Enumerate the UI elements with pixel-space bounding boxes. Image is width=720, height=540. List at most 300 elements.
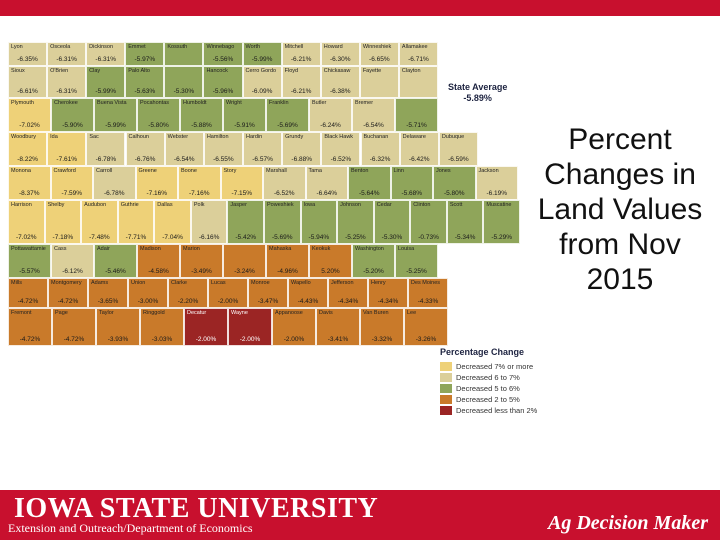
county-value: -4.72% [19, 336, 41, 343]
county-cell [399, 66, 438, 98]
county-name: Franklin [269, 100, 289, 106]
county-cell [309, 244, 352, 278]
county-name: Mahaska [269, 246, 292, 252]
county-value: -5.69% [271, 234, 293, 241]
department-text: Extension and Outreach/Department of Economics [8, 521, 253, 535]
county-name: Clarke [171, 280, 187, 286]
county-cell [96, 308, 140, 346]
county-name: Monona [11, 168, 31, 174]
legend-swatch [440, 384, 452, 393]
county-value: -6.55% [213, 156, 234, 163]
county-name: Linn [393, 168, 404, 174]
county-cell [282, 42, 321, 66]
county-name: Washington [355, 246, 384, 252]
county-value: -6.57% [252, 156, 273, 163]
county-value: -4.34% [337, 298, 359, 305]
county-value: -6.38% [329, 88, 351, 95]
county-value: -6.54% [173, 156, 195, 163]
county-value: -3.24% [234, 268, 255, 275]
county-value: -5.64% [358, 190, 380, 197]
county-value: -8.37% [18, 190, 40, 197]
county-cell [8, 166, 51, 200]
county-cell [221, 166, 264, 200]
county-name: Jones [436, 168, 451, 174]
county-value: -6.16% [198, 234, 220, 241]
legend-label: Decreased 2 to 5% [456, 394, 520, 404]
county-cell [86, 66, 125, 98]
brand-text: Ag Decision Maker [548, 512, 708, 534]
county-cell [47, 42, 86, 66]
county-name: Hamilton [206, 134, 229, 140]
county-name: O'Brien [50, 68, 69, 74]
county-name: Scott [449, 202, 463, 208]
county-name: Cherokee [54, 100, 78, 106]
county-value: -4.72% [57, 298, 79, 305]
county-name: Marion [183, 246, 200, 252]
county-name: Delaware [402, 134, 426, 140]
county-cell [288, 278, 328, 308]
county-name: Pottawattamie [11, 246, 46, 252]
county-cell [410, 200, 447, 244]
county-name: Kossuth [167, 44, 188, 50]
legend-swatch [440, 362, 452, 371]
county-value: -4.96% [277, 268, 298, 275]
county-name: Allamakee [401, 44, 428, 50]
county-name: Crawford [53, 168, 76, 174]
county-cell [128, 278, 168, 308]
county-value: -3.47% [257, 298, 279, 305]
county-name: Jasper [230, 202, 247, 208]
county-name: Floyd [284, 68, 299, 74]
county-cell [126, 132, 165, 166]
county-name: Chickasaw [323, 68, 351, 74]
county-name: Louisa [398, 246, 415, 252]
county-name: Wapello [291, 280, 311, 286]
county-cell [8, 308, 52, 346]
county-name: Wayne [231, 310, 248, 316]
county-value: -5.80% [148, 122, 169, 129]
county-cell [168, 278, 208, 308]
county-value: -5.99% [251, 56, 273, 63]
county-value: -3.65% [97, 298, 119, 305]
county-name: Palo Alto [128, 68, 150, 74]
county-name: Hardin [246, 134, 263, 140]
county-value: -5.99% [95, 88, 117, 95]
county-cell [374, 200, 411, 244]
county-cell [301, 200, 338, 244]
county-value: -5.97% [134, 56, 156, 63]
county-name: Story [223, 168, 237, 174]
county-value: -5.96% [212, 88, 234, 95]
legend-label: Decreased 6 to 7% [456, 372, 520, 382]
county-value: -4.34% [377, 298, 399, 305]
county-cell [8, 66, 47, 98]
county-value: -6.78% [95, 156, 117, 163]
county-cell [223, 98, 266, 132]
county-name: Madison [140, 246, 161, 252]
county-cell [204, 132, 243, 166]
county-name: Van Buren [363, 310, 389, 316]
county-name: Pocahontas [140, 100, 170, 106]
county-name: Greene [138, 168, 157, 174]
county-cell [348, 166, 391, 200]
county-cell [282, 132, 321, 166]
county-value: -5.30% [173, 88, 195, 95]
county-cell [164, 66, 203, 98]
county-name: Sioux [11, 68, 25, 74]
county-value: -3.93% [107, 336, 129, 343]
county-cell [228, 308, 272, 346]
county-cell [391, 166, 434, 200]
county-value: -5.80% [443, 190, 465, 197]
county-name: Dallas [157, 202, 173, 208]
county-value: -6.52% [273, 190, 295, 197]
county-cell [282, 66, 321, 98]
legend-label: Decreased 5 to 6% [456, 383, 520, 393]
county-value: -6.19% [486, 190, 508, 197]
county-name: Johnson [340, 202, 361, 208]
county-value: -6.31% [56, 56, 77, 63]
county-cell [45, 200, 82, 244]
map-legend [440, 347, 552, 416]
county-value: -5.91% [234, 122, 255, 129]
county-name: Marshall [266, 168, 287, 174]
county-name: Adams [91, 280, 109, 286]
county-name: Henry [371, 280, 386, 286]
county-name: Winnebago [206, 44, 235, 50]
county-name: Black Hawk [324, 134, 354, 140]
county-value: -6.61% [17, 88, 38, 95]
county-cell [125, 66, 164, 98]
county-cell [404, 308, 448, 346]
county-value: -6.32% [369, 156, 391, 163]
county-value: -6.31% [56, 88, 77, 95]
county-name: Muscatine [486, 202, 512, 208]
county-name: Buchanan [363, 134, 389, 140]
county-cell [51, 98, 94, 132]
county-cell [137, 98, 180, 132]
county-cell [360, 308, 404, 346]
county-name: Carroll [96, 168, 113, 174]
county-value: -2.00% [239, 336, 261, 343]
county-value: -6.54% [363, 122, 384, 129]
state-average-label: State Average [448, 82, 508, 92]
county-cell [337, 200, 374, 244]
county-value: -6.24% [320, 122, 341, 129]
county-cell [164, 42, 203, 66]
county-cell [47, 66, 86, 98]
county-cell [266, 98, 309, 132]
county-cell [447, 200, 484, 244]
county-cell [86, 132, 125, 166]
county-value: -7.71% [125, 234, 147, 241]
county-name: Montgomery [51, 280, 82, 286]
county-value: -5.57% [19, 268, 40, 275]
county-cell [309, 98, 352, 132]
county-name: Mitchell [284, 44, 304, 50]
top-accent-bar [0, 0, 720, 16]
legend-title: Percentage Change [440, 347, 525, 357]
county-cell [243, 42, 282, 66]
county-cell [8, 132, 47, 166]
county-value: -3.26% [415, 336, 437, 343]
county-name: Woodbury [11, 134, 36, 140]
county-name: Webster [167, 134, 189, 140]
county-value: -5.88% [191, 122, 212, 129]
county-value: -5.56% [212, 56, 234, 63]
county-value: -4.43% [297, 298, 319, 305]
county-value: -2.00% [195, 336, 217, 343]
county-cell [321, 42, 360, 66]
county-cell [400, 132, 439, 166]
county-value: -5.34% [454, 234, 476, 241]
county-name: Calhoun [128, 134, 149, 140]
county-name: Page [55, 310, 68, 316]
county-value: -7.16% [146, 190, 168, 197]
county-name: Emmet [128, 44, 146, 50]
county-value: -6.65% [369, 56, 390, 63]
county-value: -6.52% [330, 156, 352, 163]
county-value: -6.76% [134, 156, 156, 163]
county-cell [368, 278, 408, 308]
county-cell [321, 66, 360, 98]
county-name: Harrison [11, 202, 32, 208]
county-name: Taylor [99, 310, 114, 316]
county-cell [93, 166, 136, 200]
county-value: -7.16% [188, 190, 210, 197]
county-name: Appanoose [275, 310, 303, 316]
county-cell [263, 166, 306, 200]
county-cell [439, 132, 478, 166]
county-value: -5.99% [105, 122, 126, 129]
county-cell [395, 98, 438, 132]
county-cell [8, 98, 51, 132]
county-value: -6.21% [290, 56, 312, 63]
county-value: -4.72% [63, 336, 85, 343]
legend-item [440, 372, 552, 382]
county-value: -7.04% [162, 234, 183, 241]
county-value: -5.20% [363, 268, 384, 275]
county-value: -6.30% [329, 56, 351, 63]
county-value: -3.03% [151, 336, 173, 343]
county-value: -6.59% [448, 156, 469, 163]
county-cell [476, 166, 519, 200]
county-cell [316, 308, 360, 346]
state-average-callout [448, 82, 507, 104]
county-value: -5.69% [277, 122, 298, 129]
county-value: -6.42% [408, 156, 430, 163]
county-name: Decatur [187, 310, 207, 316]
county-cell [408, 278, 448, 308]
county-cell [352, 98, 395, 132]
county-value: -7.18% [52, 234, 74, 241]
county-name: Des Moines [411, 280, 441, 286]
legend-label: Decreased 7% or more [456, 361, 534, 371]
county-value: -5.63% [134, 88, 156, 95]
county-name: Worth [245, 44, 261, 50]
legend-item [440, 405, 552, 415]
legend-swatch [440, 373, 452, 382]
legend-item [440, 383, 552, 393]
county-value: -4.58% [148, 268, 169, 275]
county-name: Tama [308, 168, 322, 174]
county-cell [223, 244, 266, 278]
county-name: Dickinson [89, 44, 114, 50]
county-name: Clayton [401, 68, 421, 74]
county-name: Benton [351, 168, 369, 174]
county-name: Ringgold [143, 310, 165, 316]
county-cell [180, 244, 223, 278]
county-name: Sac [89, 134, 99, 140]
county-value: -6.35% [17, 56, 38, 63]
county-name: Cass [54, 246, 67, 252]
county-cell [243, 132, 282, 166]
county-name: Polk [193, 202, 205, 208]
county-name: Davis [319, 310, 333, 316]
county-cell [483, 200, 520, 244]
county-value: -7.59% [61, 190, 83, 197]
legend-item [440, 361, 552, 371]
county-value: -3.41% [327, 336, 349, 343]
county-value: -6.12% [62, 268, 83, 275]
county-value: -5.42% [235, 234, 256, 241]
county-name: Ida [50, 134, 58, 140]
county-name: Bremer [355, 100, 374, 106]
county-cell [184, 308, 228, 346]
county-cell [328, 278, 368, 308]
county-value: -5.30% [381, 234, 403, 241]
county-name: Union [131, 280, 146, 286]
county-name: Howard [323, 44, 343, 50]
county-cell [94, 98, 137, 132]
county-name: Humboldt [183, 100, 207, 106]
county-value: -6.78% [103, 190, 125, 197]
county-name: Cerro Gordo [245, 68, 277, 74]
county-value: -4.33% [417, 298, 439, 305]
county-cell [88, 278, 128, 308]
county-value: -3.32% [371, 336, 393, 343]
county-value: -6.31% [95, 56, 117, 63]
county-name: Cedar [376, 202, 392, 208]
county-cell [136, 166, 179, 200]
county-value: -5.25% [345, 234, 366, 241]
county-cell [321, 132, 360, 166]
legend-item [440, 394, 552, 404]
county-name: Plymouth [11, 100, 34, 106]
county-cell [81, 200, 118, 244]
county-cell [203, 42, 242, 66]
county-value: -2.00% [283, 336, 305, 343]
county-cell [51, 166, 94, 200]
county-name: Fremont [11, 310, 32, 316]
county-name: Adair [97, 246, 110, 252]
county-value: -5.46% [105, 268, 126, 275]
county-value: -8.22% [17, 156, 38, 163]
county-value: -0.73% [418, 234, 439, 241]
county-value: -6.71% [408, 56, 429, 63]
county-name: Jackson [478, 168, 499, 174]
county-value: -6.21% [290, 88, 312, 95]
county-value: -6.88% [291, 156, 313, 163]
legend-swatch [440, 406, 452, 415]
county-name: Dubuque [441, 134, 465, 140]
county-name: Audubon [84, 202, 107, 208]
county-name: Poweshiek [267, 202, 294, 208]
county-name: Lee [407, 310, 417, 316]
county-cell [47, 132, 86, 166]
county-cell [352, 244, 395, 278]
county-cell [140, 308, 184, 346]
county-name: Monroe [251, 280, 270, 286]
county-name: Mills [11, 280, 22, 286]
county-value: -2.00% [217, 298, 239, 305]
county-cell [360, 42, 399, 66]
county-cell [361, 132, 400, 166]
county-cell [8, 244, 51, 278]
county-name: Clay [89, 68, 101, 74]
county-name: Shelby [47, 202, 65, 208]
county-cell [137, 244, 180, 278]
county-name: Grundy [285, 134, 304, 140]
county-value: -7.02% [15, 234, 37, 241]
county-name: Boone [181, 168, 197, 174]
county-cell [154, 200, 191, 244]
county-name: Buena Vista [97, 100, 127, 106]
county-cell [125, 42, 164, 66]
county-value: -3.49% [191, 268, 212, 275]
county-cell [306, 166, 349, 200]
county-cell [178, 166, 221, 200]
county-cell [8, 200, 45, 244]
county-name: Clinton [413, 202, 431, 208]
county-cell [51, 244, 94, 278]
county-cell [203, 66, 242, 98]
slide-title: Percent Changes in Land Values from Nov 2015 [537, 123, 703, 296]
county-value: -7.02% [19, 122, 40, 129]
county-value: -3.00% [137, 298, 159, 305]
county-value: -6.09% [251, 88, 273, 95]
county-name: Fayette [362, 68, 382, 74]
county-cell [118, 200, 155, 244]
county-value: -5.29% [491, 234, 512, 241]
county-name: Guthrie [120, 202, 139, 208]
county-cell [248, 278, 288, 308]
county-value: -5.68% [401, 190, 423, 197]
county-cell [48, 278, 88, 308]
legend-swatch [440, 395, 452, 404]
county-value: -4.72% [17, 298, 39, 305]
university-logo-text: IOWA STATE UNIVERSITY [14, 493, 379, 524]
county-name: Winneshiek [362, 44, 392, 50]
county-cell [433, 166, 476, 200]
county-cell [180, 98, 223, 132]
county-name: Keokuk [312, 246, 331, 252]
county-name: Iowa [303, 202, 316, 208]
county-name: Butler [312, 100, 327, 106]
county-value: -7.15% [231, 190, 253, 197]
county-name: Wright [226, 100, 242, 106]
county-cell [94, 244, 137, 278]
county-cell [360, 66, 399, 98]
county-value: -5.25% [406, 268, 427, 275]
legend-label: Decreased less than 2% [456, 405, 538, 415]
county-cell [264, 200, 301, 244]
county-cell [8, 42, 47, 66]
county-name: Jefferson [331, 280, 354, 286]
county-cell [272, 308, 316, 346]
county-value: -5.71% [406, 122, 427, 129]
county-cell [395, 244, 438, 278]
